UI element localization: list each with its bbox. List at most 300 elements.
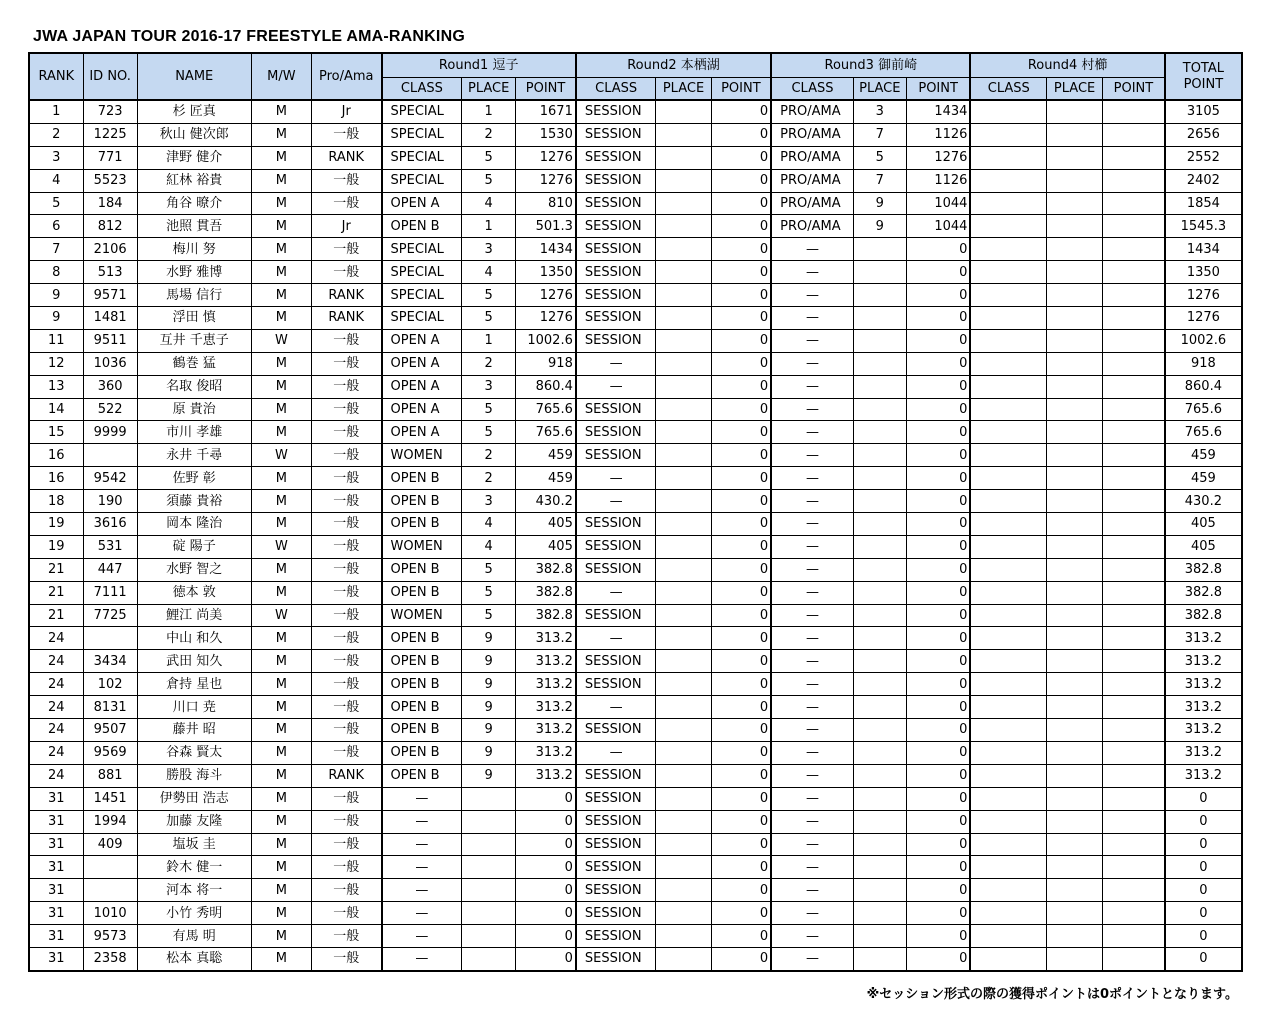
cell-mw: M	[251, 490, 311, 513]
cell-r4-point	[1103, 398, 1165, 421]
cell-r3-class: PRO/AMA	[771, 100, 853, 123]
cell-r2-point: 0	[711, 604, 771, 627]
table-row	[29, 627, 1242, 650]
header-rank: RANK	[29, 53, 83, 100]
cell-r2-class: —	[576, 696, 656, 719]
cell-proama: 一般	[311, 741, 381, 764]
cell-r4-class	[970, 398, 1046, 421]
cell-r4-class	[970, 215, 1046, 238]
cell-r2-point: 0	[711, 192, 771, 215]
table-row	[29, 261, 1242, 284]
cell-r4-place	[1047, 100, 1103, 123]
cell-r2-place	[656, 879, 711, 902]
cell-r3-place	[853, 375, 906, 398]
cell-rank: 31	[29, 925, 83, 948]
cell-r2-class: SESSION	[576, 444, 656, 467]
cell-mw: M	[251, 902, 311, 925]
cell-id: 3616	[83, 513, 137, 536]
cell-id: 531	[83, 535, 137, 558]
cell-id: 9571	[83, 284, 137, 307]
table-row	[29, 284, 1242, 307]
cell-r1-class: WOMEN	[382, 535, 462, 558]
cell-r2-place	[656, 787, 711, 810]
cell-mw: M	[251, 879, 311, 902]
cell-r1-class: SPECIAL	[382, 261, 462, 284]
cell-name: 名取 俊昭	[137, 375, 251, 398]
cell-total: 2656	[1165, 123, 1242, 146]
cell-r4-place	[1047, 604, 1103, 627]
cell-r1-class: OPEN B	[382, 513, 462, 536]
cell-r3-place	[853, 467, 906, 490]
cell-r1-point: 1276	[516, 307, 576, 330]
cell-id: 360	[83, 375, 137, 398]
cell-r3-place	[853, 902, 906, 925]
cell-r1-place: 5	[462, 169, 516, 192]
cell-r2-place	[656, 261, 711, 284]
cell-r3-point: 0	[906, 925, 970, 948]
cell-r1-class: OPEN A	[382, 375, 462, 398]
cell-total: 430.2	[1165, 490, 1242, 513]
cell-name: 松本 真聡	[137, 947, 251, 970]
cell-r2-point: 0	[711, 535, 771, 558]
cell-r3-class: —	[771, 627, 853, 650]
cell-r4-place	[1047, 673, 1103, 696]
cell-mw: M	[251, 787, 311, 810]
cell-r2-point: 0	[711, 307, 771, 330]
cell-r1-class: OPEN B	[382, 673, 462, 696]
cell-total: 0	[1165, 902, 1242, 925]
cell-rank: 21	[29, 558, 83, 581]
cell-r3-class: —	[771, 719, 853, 742]
cell-r2-class: —	[576, 627, 656, 650]
cell-r3-place	[853, 352, 906, 375]
cell-r4-class	[970, 100, 1046, 123]
table-row	[29, 902, 1242, 925]
cell-r2-point: 0	[711, 627, 771, 650]
cell-id: 9573	[83, 925, 137, 948]
cell-r1-class: SPECIAL	[382, 123, 462, 146]
cell-rank: 6	[29, 215, 83, 238]
cell-r4-point	[1103, 169, 1165, 192]
table-row	[29, 123, 1242, 146]
cell-r1-class: OPEN B	[382, 490, 462, 513]
cell-r4-class	[970, 513, 1046, 536]
cell-r4-class	[970, 238, 1046, 261]
cell-r3-place	[853, 719, 906, 742]
cell-r2-place	[656, 238, 711, 261]
cell-proama: 一般	[311, 581, 381, 604]
cell-r1-place: 2	[462, 444, 516, 467]
table-body	[29, 100, 1242, 971]
cell-r4-class	[970, 261, 1046, 284]
cell-id: 2106	[83, 238, 137, 261]
cell-total: 382.8	[1165, 558, 1242, 581]
cell-r3-class: —	[771, 673, 853, 696]
table-row	[29, 535, 1242, 558]
cell-total: 918	[1165, 352, 1242, 375]
cell-r3-place	[853, 444, 906, 467]
cell-r3-class: —	[771, 810, 853, 833]
cell-rank: 24	[29, 719, 83, 742]
cell-r2-class: SESSION	[576, 169, 656, 192]
cell-mw: M	[251, 146, 311, 169]
cell-r4-class	[970, 490, 1046, 513]
cell-r4-class	[970, 581, 1046, 604]
cell-r2-class: SESSION	[576, 284, 656, 307]
cell-r2-point: 0	[711, 444, 771, 467]
cell-mw: M	[251, 650, 311, 673]
cell-r4-point	[1103, 421, 1165, 444]
cell-r2-class: —	[576, 581, 656, 604]
cell-rank: 31	[29, 787, 83, 810]
cell-r4-place	[1047, 490, 1103, 513]
cell-r1-class: OPEN B	[382, 627, 462, 650]
cell-proama: 一般	[311, 421, 381, 444]
cell-r4-place	[1047, 741, 1103, 764]
cell-r3-place	[853, 513, 906, 536]
cell-id	[83, 879, 137, 902]
cell-r2-point: 0	[711, 719, 771, 742]
table-row	[29, 146, 1242, 169]
cell-r3-place	[853, 604, 906, 627]
table-row	[29, 329, 1242, 352]
header-round1-point: POINT	[516, 78, 576, 101]
cell-r1-point: 1530	[516, 123, 576, 146]
cell-r3-point: 0	[906, 947, 970, 970]
cell-proama: 一般	[311, 535, 381, 558]
cell-r2-class: SESSION	[576, 261, 656, 284]
cell-r1-place: 3	[462, 238, 516, 261]
cell-mw: M	[251, 810, 311, 833]
header-total-label: TOTAL POINT	[1182, 60, 1224, 92]
cell-r1-place: 5	[462, 581, 516, 604]
cell-r3-point: 0	[906, 764, 970, 787]
cell-rank: 21	[29, 581, 83, 604]
cell-r3-point: 0	[906, 284, 970, 307]
cell-total: 405	[1165, 513, 1242, 536]
cell-r3-point: 0	[906, 581, 970, 604]
cell-r4-point	[1103, 444, 1165, 467]
cell-r4-place	[1047, 238, 1103, 261]
table-row	[29, 375, 1242, 398]
page-title: JWA JAPAN TOUR 2016-17 FREESTYLE AMA-RANKING	[33, 28, 465, 45]
cell-r1-point: 405	[516, 513, 576, 536]
cell-r2-class: SESSION	[576, 100, 656, 123]
cell-total: 313.2	[1165, 741, 1242, 764]
cell-r2-class: SESSION	[576, 787, 656, 810]
cell-total: 313.2	[1165, 673, 1242, 696]
cell-r3-place	[853, 307, 906, 330]
cell-r4-place	[1047, 856, 1103, 879]
cell-r1-place: 3	[462, 490, 516, 513]
cell-id: 1010	[83, 902, 137, 925]
cell-r4-place	[1047, 764, 1103, 787]
cell-r1-place: 5	[462, 398, 516, 421]
cell-r2-class: SESSION	[576, 673, 656, 696]
cell-r1-point: 459	[516, 467, 576, 490]
cell-proama: Jr	[311, 215, 381, 238]
cell-name: 紅林 裕貴	[137, 169, 251, 192]
cell-mw: W	[251, 329, 311, 352]
cell-r3-point: 0	[906, 261, 970, 284]
cell-id: 409	[83, 833, 137, 856]
table-row	[29, 856, 1242, 879]
cell-r4-class	[970, 375, 1046, 398]
header-round3-place: PLACE	[853, 78, 906, 101]
cell-r1-point: 313.2	[516, 764, 576, 787]
cell-r4-place	[1047, 329, 1103, 352]
cell-r4-point	[1103, 329, 1165, 352]
cell-r2-point: 0	[711, 329, 771, 352]
cell-r2-point: 0	[711, 650, 771, 673]
cell-total: 3105	[1165, 100, 1242, 123]
cell-r3-place	[853, 925, 906, 948]
cell-r3-class: —	[771, 558, 853, 581]
cell-id	[83, 627, 137, 650]
cell-r2-point: 0	[711, 261, 771, 284]
cell-total: 0	[1165, 879, 1242, 902]
cell-id: 190	[83, 490, 137, 513]
cell-mw: M	[251, 238, 311, 261]
cell-r3-class: —	[771, 581, 853, 604]
cell-r4-place	[1047, 284, 1103, 307]
cell-r2-point: 0	[711, 513, 771, 536]
header-round2-place: PLACE	[656, 78, 711, 101]
cell-r2-point: 0	[711, 398, 771, 421]
cell-id: 3434	[83, 650, 137, 673]
cell-name: 市川 孝雄	[137, 421, 251, 444]
cell-r1-point: 0	[516, 810, 576, 833]
table-row	[29, 513, 1242, 536]
cell-r1-place: 2	[462, 123, 516, 146]
cell-r3-point: 1126	[906, 169, 970, 192]
cell-mw: M	[251, 833, 311, 856]
cell-r1-class: OPEN B	[382, 215, 462, 238]
cell-r2-point: 0	[711, 925, 771, 948]
cell-r1-place: 2	[462, 352, 516, 375]
cell-r3-place	[853, 535, 906, 558]
cell-id: 9507	[83, 719, 137, 742]
table-row	[29, 810, 1242, 833]
cell-mw: M	[251, 741, 311, 764]
cell-r1-class: —	[382, 810, 462, 833]
cell-r2-point: 0	[711, 169, 771, 192]
cell-r3-class: —	[771, 833, 853, 856]
cell-name: 互井 千恵子	[137, 329, 251, 352]
cell-r4-point	[1103, 741, 1165, 764]
cell-r3-point: 1126	[906, 123, 970, 146]
cell-mw: M	[251, 284, 311, 307]
cell-id: 447	[83, 558, 137, 581]
cell-r3-class: —	[771, 513, 853, 536]
cell-r3-point: 0	[906, 307, 970, 330]
cell-r1-point: 765.6	[516, 398, 576, 421]
cell-r1-place: 9	[462, 673, 516, 696]
cell-rank: 31	[29, 902, 83, 925]
cell-r4-point	[1103, 513, 1165, 536]
cell-r4-class	[970, 650, 1046, 673]
cell-r3-point: 0	[906, 558, 970, 581]
cell-r3-class: —	[771, 741, 853, 764]
cell-rank: 24	[29, 650, 83, 673]
cell-r2-place	[656, 810, 711, 833]
cell-r1-point: 918	[516, 352, 576, 375]
cell-r4-point	[1103, 810, 1165, 833]
cell-r4-place	[1047, 833, 1103, 856]
cell-r4-point	[1103, 375, 1165, 398]
cell-r2-place	[656, 513, 711, 536]
cell-r4-point	[1103, 284, 1165, 307]
cell-r3-point: 0	[906, 833, 970, 856]
cell-proama: 一般	[311, 650, 381, 673]
cell-r2-place	[656, 421, 711, 444]
cell-r1-place	[462, 787, 516, 810]
cell-r4-class	[970, 673, 1046, 696]
table-header	[29, 53, 1242, 100]
cell-r3-place	[853, 764, 906, 787]
cell-r4-class	[970, 627, 1046, 650]
cell-r4-point	[1103, 192, 1165, 215]
cell-r4-class	[970, 902, 1046, 925]
cell-r2-place	[656, 375, 711, 398]
cell-r1-place: 1	[462, 215, 516, 238]
cell-r3-point: 0	[906, 535, 970, 558]
cell-r4-class	[970, 810, 1046, 833]
cell-r4-point	[1103, 856, 1165, 879]
cell-r1-place: 9	[462, 719, 516, 742]
cell-rank: 24	[29, 764, 83, 787]
cell-r1-place	[462, 902, 516, 925]
cell-r3-place	[853, 398, 906, 421]
cell-r1-class: OPEN B	[382, 467, 462, 490]
cell-r4-point	[1103, 238, 1165, 261]
cell-r4-point	[1103, 490, 1165, 513]
cell-name: 倉持 星也	[137, 673, 251, 696]
cell-proama: RANK	[311, 146, 381, 169]
cell-r2-point: 0	[711, 100, 771, 123]
header-round3: Round3 御前崎	[771, 53, 970, 78]
cell-r3-point: 0	[906, 719, 970, 742]
cell-total: 0	[1165, 833, 1242, 856]
cell-r4-place	[1047, 215, 1103, 238]
cell-rank: 4	[29, 169, 83, 192]
cell-r4-place	[1047, 902, 1103, 925]
cell-total: 860.4	[1165, 375, 1242, 398]
cell-r4-point	[1103, 673, 1165, 696]
cell-name: 川口 尭	[137, 696, 251, 719]
cell-r1-place: 9	[462, 650, 516, 673]
cell-r4-point	[1103, 604, 1165, 627]
cell-r2-place	[656, 558, 711, 581]
cell-r2-class: SESSION	[576, 123, 656, 146]
cell-r2-place	[656, 604, 711, 627]
cell-r3-point: 0	[906, 787, 970, 810]
cell-r1-class: OPEN A	[382, 421, 462, 444]
header-round4-point: POINT	[1103, 78, 1165, 101]
cell-proama: 一般	[311, 329, 381, 352]
cell-r3-point: 0	[906, 856, 970, 879]
cell-r4-point	[1103, 696, 1165, 719]
cell-r4-class	[970, 146, 1046, 169]
cell-name: 小竹 秀明	[137, 902, 251, 925]
cell-r1-class: OPEN A	[382, 329, 462, 352]
cell-r2-point: 0	[711, 352, 771, 375]
cell-r2-class: SESSION	[576, 810, 656, 833]
cell-id: 771	[83, 146, 137, 169]
cell-r4-point	[1103, 650, 1165, 673]
cell-r2-point: 0	[711, 123, 771, 146]
cell-r3-class: —	[771, 398, 853, 421]
header-round4: Round4 村櫛	[970, 53, 1164, 78]
cell-r3-class: PRO/AMA	[771, 215, 853, 238]
table-row	[29, 650, 1242, 673]
cell-r2-class: —	[576, 352, 656, 375]
cell-r4-place	[1047, 192, 1103, 215]
cell-r1-point: 0	[516, 925, 576, 948]
cell-r4-place	[1047, 925, 1103, 948]
cell-total: 313.2	[1165, 719, 1242, 742]
header-round1: Round1 逗子	[382, 53, 576, 78]
cell-r4-place	[1047, 444, 1103, 467]
cell-proama: 一般	[311, 123, 381, 146]
cell-mw: M	[251, 673, 311, 696]
cell-r3-place	[853, 238, 906, 261]
cell-r4-class	[970, 925, 1046, 948]
cell-total: 765.6	[1165, 398, 1242, 421]
table-row	[29, 696, 1242, 719]
cell-rank: 12	[29, 352, 83, 375]
cell-r3-point: 1044	[906, 215, 970, 238]
cell-r3-class: —	[771, 238, 853, 261]
cell-r4-point	[1103, 627, 1165, 650]
cell-r2-class: SESSION	[576, 925, 656, 948]
cell-r4-class	[970, 421, 1046, 444]
table-row	[29, 581, 1242, 604]
cell-total: 459	[1165, 444, 1242, 467]
cell-r4-class	[970, 947, 1046, 970]
cell-r2-point: 0	[711, 879, 771, 902]
cell-r1-class: OPEN B	[382, 650, 462, 673]
cell-mw: M	[251, 398, 311, 421]
table-row	[29, 719, 1242, 742]
cell-name: 角谷 暸介	[137, 192, 251, 215]
cell-name: 藤井 昭	[137, 719, 251, 742]
cell-rank: 19	[29, 513, 83, 536]
cell-r2-place	[656, 284, 711, 307]
cell-r1-place: 5	[462, 421, 516, 444]
cell-name: 碇 陽子	[137, 535, 251, 558]
cell-proama: Jr	[311, 100, 381, 123]
cell-r4-class	[970, 787, 1046, 810]
cell-r3-class: —	[771, 352, 853, 375]
cell-r4-class	[970, 604, 1046, 627]
cell-r4-class	[970, 444, 1046, 467]
cell-r3-class: —	[771, 375, 853, 398]
cell-r3-place	[853, 673, 906, 696]
cell-r4-place	[1047, 146, 1103, 169]
cell-r3-place: 5	[853, 146, 906, 169]
table-row	[29, 352, 1242, 375]
table-row	[29, 741, 1242, 764]
header-id: ID NO.	[83, 53, 137, 100]
cell-r3-point: 0	[906, 627, 970, 650]
cell-r3-place: 7	[853, 169, 906, 192]
cell-r1-place	[462, 856, 516, 879]
cell-id: 184	[83, 192, 137, 215]
cell-r3-place	[853, 947, 906, 970]
cell-r1-place: 4	[462, 513, 516, 536]
cell-r2-point: 0	[711, 238, 771, 261]
